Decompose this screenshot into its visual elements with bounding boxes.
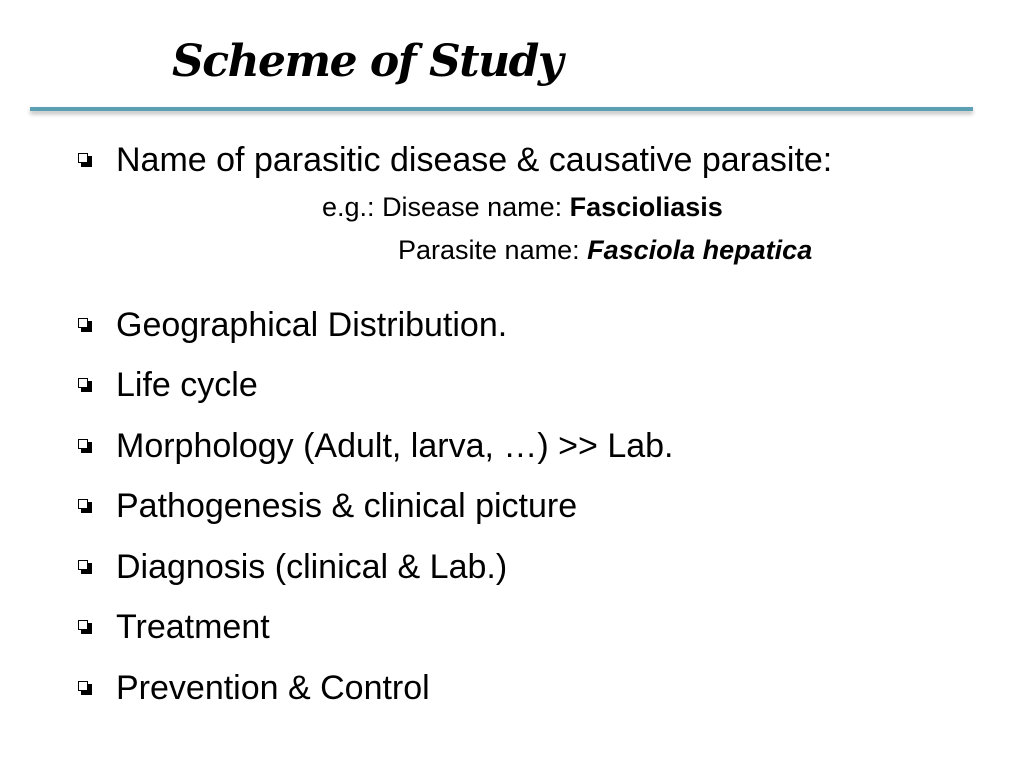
- example-parasite-line: [398, 233, 812, 267]
- bullet-item-pathogenesis: [78, 484, 577, 528]
- slide-title: Scheme of Study: [172, 36, 562, 87]
- bullet-item-life-cycle: [78, 363, 258, 407]
- bullet-text: Diagnosis (clinical & Lab.): [116, 548, 508, 586]
- bullet-item-disease-parasite: [78, 138, 832, 182]
- parasite-name-value: Fasciola hepatica: [587, 235, 813, 265]
- square-bullet-icon: [78, 378, 92, 392]
- square-bullet-icon: [78, 318, 92, 332]
- square-bullet-icon: [78, 153, 92, 167]
- square-bullet-icon: [78, 560, 92, 574]
- bullet-item-morphology: [78, 424, 674, 468]
- title-divider: [30, 107, 973, 111]
- square-bullet-icon: [78, 681, 92, 695]
- bullet-item-prevention-control: [78, 666, 430, 710]
- bullet-item-treatment: [78, 605, 270, 649]
- square-bullet-icon: [78, 439, 92, 453]
- bullet-text: Life cycle: [116, 366, 258, 404]
- square-bullet-icon: [78, 499, 92, 513]
- example-prefix: e.g.:: [322, 192, 375, 222]
- bullet-text: Pathogenesis & clinical picture: [116, 487, 578, 525]
- example-disease-line: [322, 190, 723, 224]
- disease-name-label: Disease name:: [382, 192, 563, 222]
- parasite-name-label: Parasite name:: [398, 235, 580, 265]
- square-bullet-icon: [78, 620, 92, 634]
- bullet-text: Treatment: [116, 608, 270, 646]
- bullet-text: Morphology (Adult, larva, …) >> Lab.: [116, 427, 674, 465]
- bullet-text: Name of parasitic disease & causative parasite:: [116, 141, 833, 179]
- bullet-item-diagnosis: [78, 545, 507, 589]
- bullet-text: Geographical Distribution.: [116, 306, 508, 344]
- disease-name-value: Fascioliasis: [569, 192, 723, 222]
- bullet-item-geographical-distribution: [78, 303, 507, 347]
- bullet-text: Prevention & Control: [116, 669, 430, 707]
